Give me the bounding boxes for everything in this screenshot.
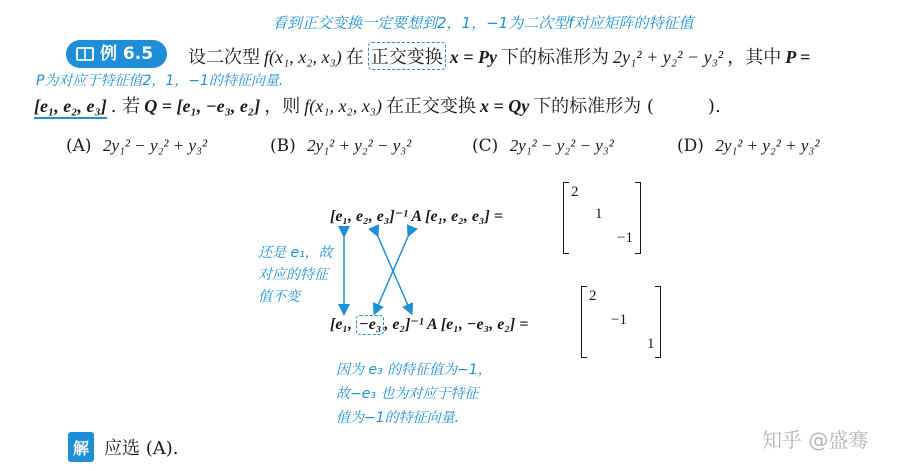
option-a-expr: 2y₁² − y₂² + y₃² xyxy=(102,136,208,155)
solution-icon: 解 xyxy=(68,432,94,462)
watermark: 知乎 @盛骞 xyxy=(762,428,869,452)
bottom-note-line-1: 因为 e₃ 的特征值为−1， xyxy=(336,362,492,378)
bottom-note-line-2: 故−e₃ 也为对应于特征 xyxy=(336,386,479,402)
line2-b: ，则 xyxy=(264,96,301,117)
answer-row xyxy=(68,432,179,462)
line2-a: . 若 xyxy=(110,96,141,117)
line2-c: 在正交变换 xyxy=(385,96,476,117)
line2-f: f(x₁, x₂, x₃) xyxy=(304,96,382,116)
row2-boxed-neg-e3: −e₃ xyxy=(356,315,384,335)
line2-Q: Q = [e₁, −e₃, e₂] xyxy=(144,96,261,116)
matrix-2 xyxy=(581,286,661,358)
side-note-line-2: 对应的特征 xyxy=(258,267,328,283)
line1-f: f(x₁, x₂, x₃) xyxy=(264,47,342,67)
line1-pre: 设二次型 xyxy=(188,47,260,68)
matrix-1-entry-22: 1 xyxy=(595,206,603,222)
top-annotation: 看到正交变换一定要想到2，1，−1为二次型f对应矩阵的特征值 xyxy=(272,14,694,32)
problem-line-2 xyxy=(34,92,721,119)
option-d-label: (D) xyxy=(677,136,704,156)
matrix-2-entry-22: −1 xyxy=(611,312,627,328)
example-badge xyxy=(66,40,167,68)
line1-mid: 在 xyxy=(345,47,364,68)
line1-eq: x = Py xyxy=(449,47,497,67)
option-b-expr: 2y₁² + y₂² − y₃² xyxy=(307,136,412,155)
option-c-label: (C) xyxy=(472,136,499,156)
line2-d: 下的标准形为 ( ). xyxy=(533,96,721,117)
option-c xyxy=(472,136,614,156)
side-note-line-1: 还是 e₁，故 xyxy=(258,245,333,261)
bottom-note-line-3: 值为−1的特征向量. xyxy=(336,410,460,426)
option-d-expr: 2y₁² + y₂² + y₃² xyxy=(715,136,820,155)
matrix-1 xyxy=(563,182,641,254)
option-d xyxy=(677,136,819,156)
bottom-annotation xyxy=(336,358,492,430)
row2-part-a: [e₁, xyxy=(330,316,353,333)
matrix-2-entry-11: 2 xyxy=(589,288,597,304)
row2-part-c: , e₂]⁻¹ A [e₁, −e₃, e₂] = xyxy=(384,316,529,333)
side-note-line-3: 值不变 xyxy=(258,289,300,305)
line1-P: P = xyxy=(785,47,811,67)
line1-post: 下的标准形为 xyxy=(500,47,609,68)
line2-matrix-P: [e₁, e₂, e₃] xyxy=(34,96,107,119)
mid-annotation: P为对应于特征值2，1，−1的特征向量. xyxy=(36,73,284,89)
arrow-diagram xyxy=(330,224,440,320)
badge-label: 例 6.5 xyxy=(100,44,154,64)
derivation-row-2 xyxy=(330,314,528,335)
option-c-expr: 2y₁² − y₂² − y₃² xyxy=(509,136,614,155)
matrix-1-entry-11: 2 xyxy=(571,184,579,200)
derivation-row-1: [e₁, e₂, e₃]⁻¹ A [e₁, e₂, e₃] = xyxy=(330,208,503,225)
problem-line-1 xyxy=(188,42,810,70)
line1-tail: ，其中 xyxy=(727,47,782,68)
line2-eq: x = Qy xyxy=(479,96,530,116)
answer-text: 应选 (A). xyxy=(104,438,179,459)
line1-form: 2y₁² + y₂² − y₃² xyxy=(612,47,724,67)
matrix-2-entry-33: 1 xyxy=(647,336,655,352)
option-b-label: (B) xyxy=(270,136,296,156)
boxed-orthogonal-transform: 正交变换 xyxy=(368,42,446,70)
option-a-label: (A) xyxy=(66,136,92,156)
side-annotation xyxy=(258,242,338,308)
book-icon xyxy=(76,46,94,62)
option-b xyxy=(270,136,411,156)
option-a xyxy=(66,136,207,156)
matrix-1-entry-33: −1 xyxy=(617,230,633,246)
